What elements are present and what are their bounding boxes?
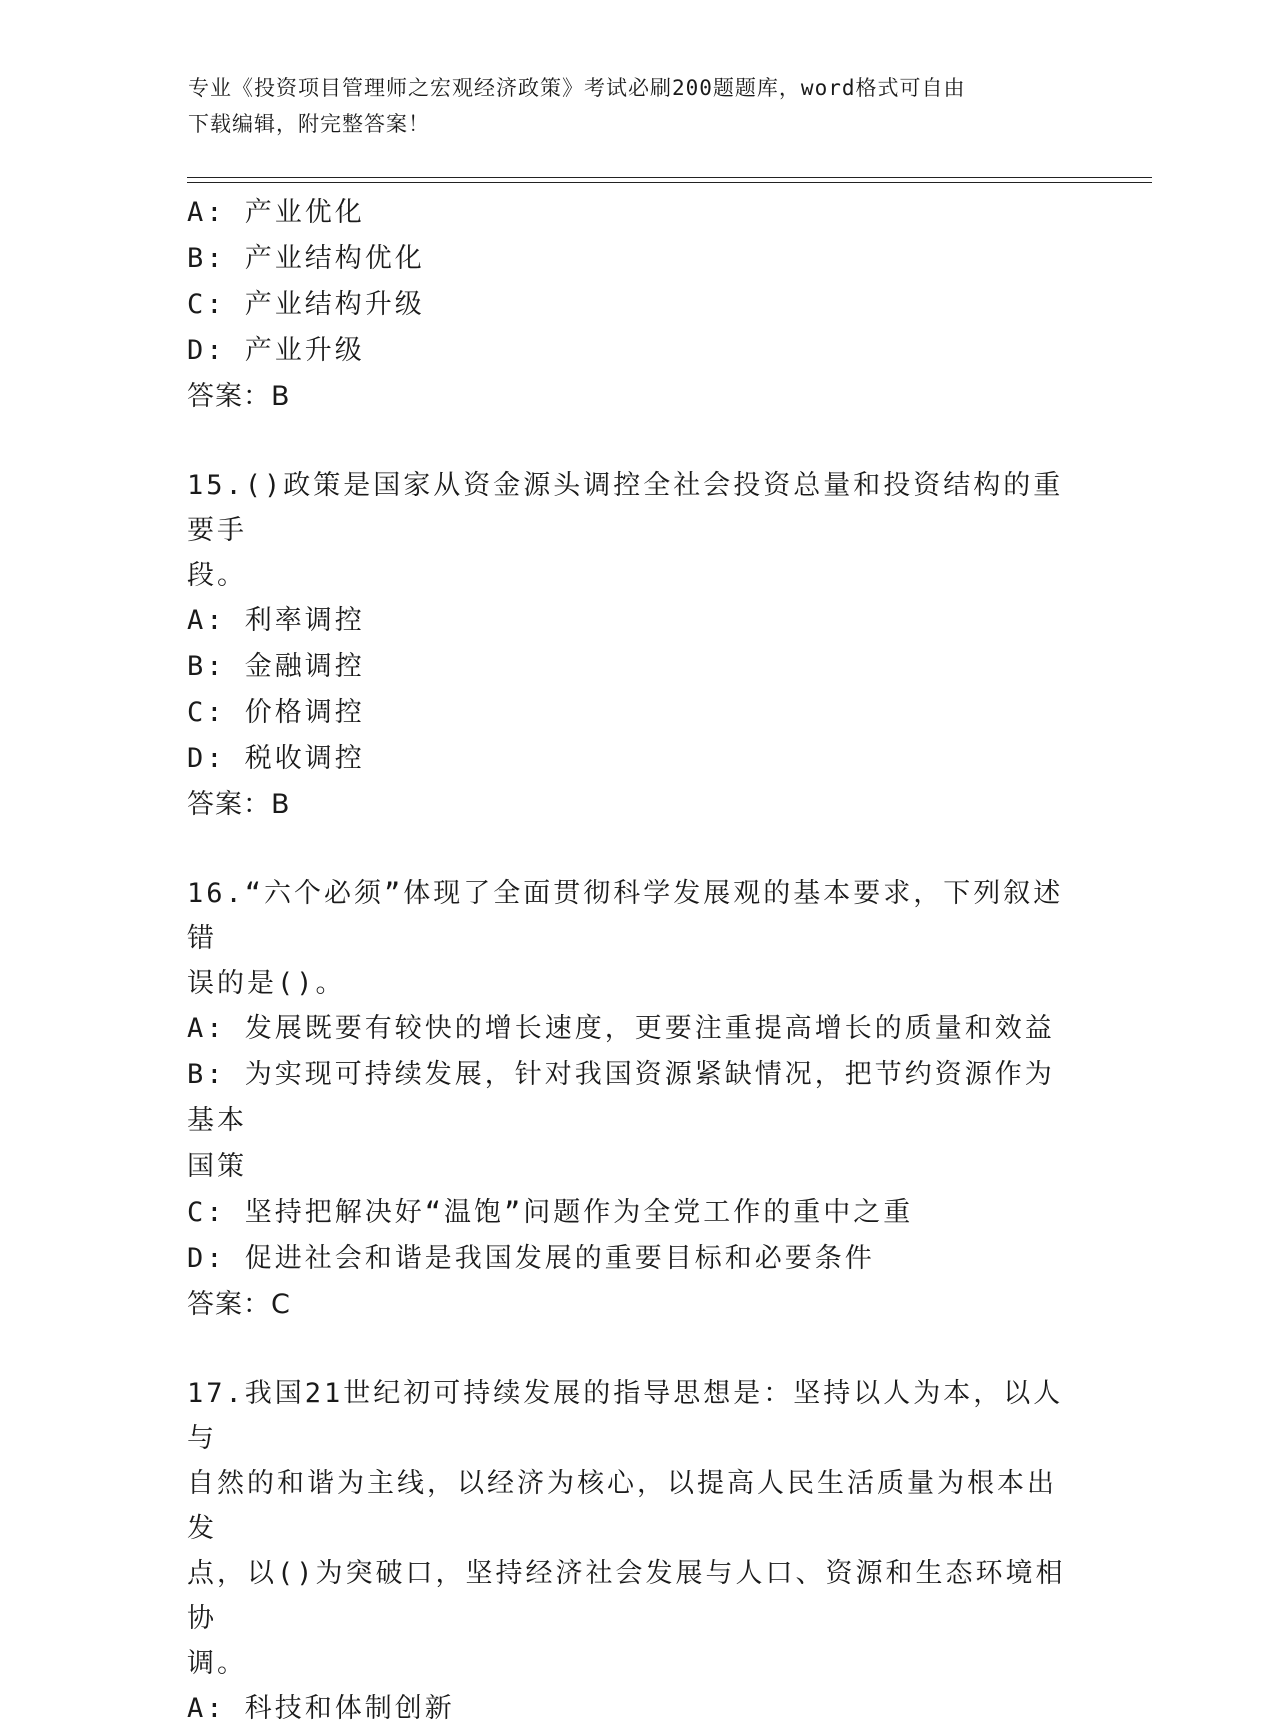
option-c: C: 价格调控	[187, 697, 365, 728]
option-d: D: 税收调控	[187, 743, 365, 774]
option-a: A: 科技和体制创新	[187, 1693, 455, 1724]
question-stem-line: 自然的和谐为主线，以经济为核心，以提高人民生活质量为根本出发	[187, 1468, 1057, 1544]
option-c: C: 坚持把解决好“温饱”问题作为全党工作的重中之重	[187, 1197, 914, 1228]
question-list	[187, 190, 1077, 1732]
option-d: D: 促进社会和谐是我国发展的重要目标和必要条件	[187, 1243, 875, 1274]
answer-key: B	[271, 381, 291, 412]
option-c: C: 产业结构升级	[187, 289, 425, 320]
question-stem-line: 16.“六个必须”体现了全面贯彻科学发展观的基本要求，下列叙述错	[187, 878, 1064, 954]
question-stem-line: 17.我国21世纪初可持续发展的指导思想是：坚持以人为本，以人与	[187, 1378, 1064, 1454]
option-b: B: 产业结构优化	[187, 243, 425, 274]
answer-line	[187, 1282, 1077, 1328]
question-stem-line: 段。	[187, 560, 247, 591]
answer-line	[187, 374, 1077, 420]
header-divider-top	[187, 177, 1152, 178]
answer-label: 答案：	[187, 1289, 271, 1320]
header-line-2: 下载编辑，附完整答案！	[188, 112, 430, 136]
question-17	[187, 1371, 1077, 1732]
option-b: B: 金融调控	[187, 651, 365, 682]
question-stem-line: 点，以()为突破口，坚持经济社会发展与人口、资源和生态环境相协	[187, 1558, 1066, 1634]
question-stem-line: 15.()政策是国家从资金源头调控全社会投资总量和投资结构的重要手	[187, 470, 1064, 546]
answer-key: B	[271, 789, 291, 820]
document-header	[188, 70, 1068, 142]
question-stem-line: 误的是()。	[187, 968, 346, 999]
question-stem-line: 调。	[187, 1648, 247, 1679]
option-a: A: 利率调控	[187, 605, 365, 636]
answer-key: C	[271, 1289, 291, 1320]
question-15	[187, 463, 1077, 828]
option-b: B: 为实现可持续发展，针对我国资源紧缺情况，把节约资源作为基本	[187, 1059, 1055, 1136]
option-a: A: 产业优化	[187, 197, 365, 228]
answer-label: 答案：	[187, 789, 271, 820]
option-b-continued: 国策	[187, 1151, 247, 1182]
header-divider-bottom	[187, 182, 1152, 183]
header-line-1: 专业《投资项目管理师之宏观经济政策》考试必刷200题题库，word格式可自由	[188, 76, 966, 100]
answer-line	[187, 782, 1077, 828]
answer-label: 答案：	[187, 381, 271, 412]
option-d: D: 产业升级	[187, 335, 365, 366]
question-14	[187, 190, 1077, 420]
question-16	[187, 871, 1077, 1328]
option-a: A: 发展既要有较快的增长速度，更要注重提高增长的质量和效益	[187, 1013, 1055, 1044]
